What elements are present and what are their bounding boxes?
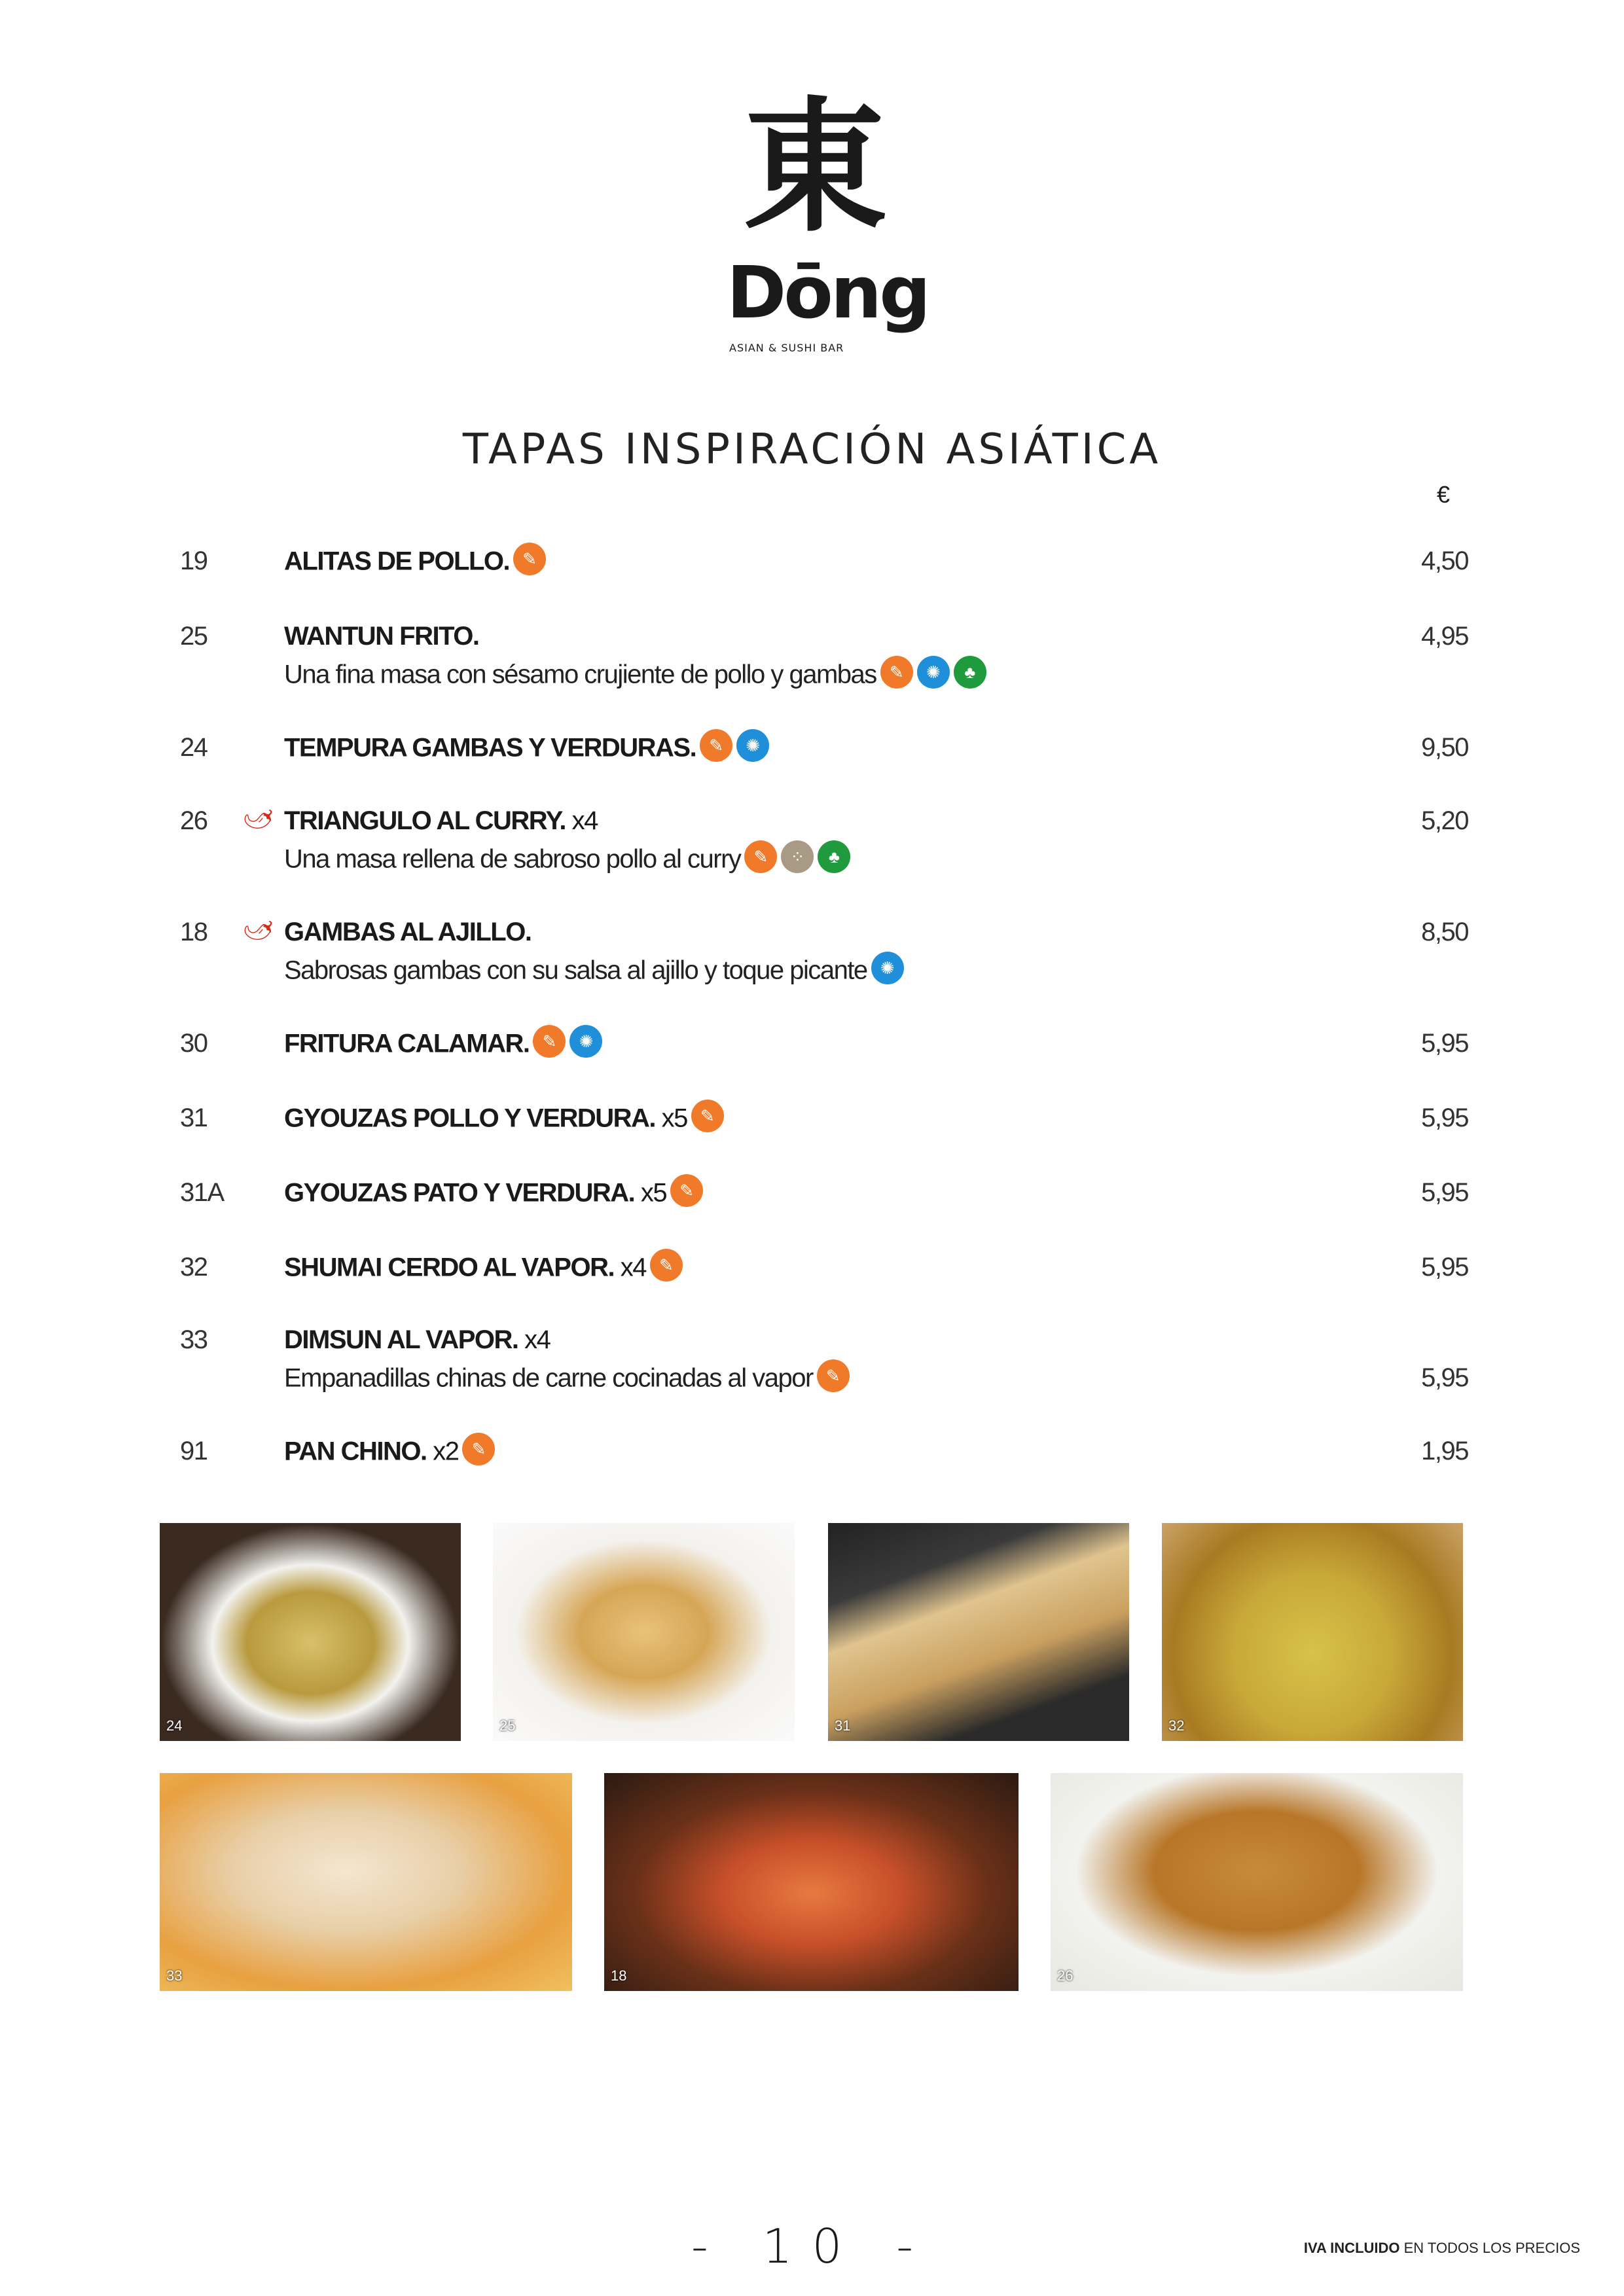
item-description xyxy=(284,844,850,877)
item-name xyxy=(284,1178,703,1211)
crustacean-allergen-icon: ✺ xyxy=(736,729,769,762)
item-description xyxy=(284,1363,850,1396)
item-price: 5,95 xyxy=(1421,1103,1468,1132)
item-description-text: Empanadillas chinas de carne cocinadas al vapor xyxy=(284,1363,813,1393)
gluten-allergen-icon: ✎ xyxy=(533,1025,566,1058)
item-name xyxy=(284,622,479,651)
item-number: 18 xyxy=(180,918,208,946)
dish-photo-dimsun xyxy=(160,1773,572,1991)
item-price: 5,95 xyxy=(1421,1178,1468,1207)
item-quantity: x4 xyxy=(518,1325,550,1354)
item-number: 31A xyxy=(180,1178,224,1207)
item-price: 8,50 xyxy=(1421,918,1468,946)
item-name xyxy=(284,918,531,947)
gluten-allergen-icon: ✎ xyxy=(462,1433,495,1465)
gluten-allergen-icon: ✎ xyxy=(513,543,546,575)
logo-name: Dōng xyxy=(727,251,928,334)
dish-photo-tempura xyxy=(160,1523,461,1741)
item-price: 5,20 xyxy=(1421,806,1468,835)
crustacean-allergen-icon: ✺ xyxy=(871,952,904,984)
item-title: GYOUZAS POLLO Y VERDURA. xyxy=(284,1103,656,1133)
logo-kanji: 東 xyxy=(742,82,887,251)
item-number: 25 xyxy=(180,622,208,651)
item-name xyxy=(284,1437,495,1469)
photo-label: 25 xyxy=(499,1717,516,1734)
photo-label: 32 xyxy=(1168,1717,1185,1734)
gluten-allergen-icon: ✎ xyxy=(817,1359,850,1392)
item-price: 9,50 xyxy=(1421,733,1468,762)
dish-photo-gyouzas xyxy=(828,1523,1129,1741)
nuts-allergen-icon: ⁘ xyxy=(781,840,814,873)
item-number: 30 xyxy=(180,1029,208,1058)
item-title: GYOUZAS PATO Y VERDURA. xyxy=(284,1178,635,1208)
item-quantity: x4 xyxy=(614,1253,646,1282)
tax-note xyxy=(1304,2240,1580,2257)
item-number: 91 xyxy=(180,1437,208,1465)
photo-label: 18 xyxy=(611,1967,627,1984)
item-title: TRIANGULO AL CURRY. xyxy=(284,806,566,835)
item-title: GAMBAS AL AJILLO. xyxy=(284,918,532,946)
gluten-allergen-icon: ✎ xyxy=(650,1249,683,1282)
dish-photo-gambas xyxy=(604,1773,1019,1991)
tax-note-bold: IVA INCLUIDO xyxy=(1303,2240,1400,2256)
section-title: TAPAS INSPIRACIÓN ASIÁTICA xyxy=(462,425,1162,474)
dish-photo-wantun xyxy=(493,1523,795,1741)
celery-allergen-icon: ♣ xyxy=(818,840,850,873)
item-description-text: Una fina masa con sésamo crujiente de pollo y gambas xyxy=(284,660,876,689)
item-price: 1,95 xyxy=(1421,1437,1468,1465)
item-number: 31 xyxy=(180,1103,208,1132)
photo-label: 31 xyxy=(835,1717,851,1734)
item-name xyxy=(284,1029,602,1062)
item-name xyxy=(284,1253,683,1285)
gluten-allergen-icon: ✎ xyxy=(691,1100,724,1132)
gluten-allergen-icon: ✎ xyxy=(880,656,913,689)
tax-note-text: EN TODOS LOS PRECIOS xyxy=(1399,2240,1580,2256)
item-name xyxy=(284,806,598,836)
item-number: 24 xyxy=(180,733,208,762)
item-price: 5,95 xyxy=(1421,1029,1468,1058)
restaurant-logo xyxy=(720,82,928,355)
item-title: ALITAS DE POLLO. xyxy=(284,547,510,576)
celery-allergen-icon: ♣ xyxy=(954,656,986,689)
logo-subtitle: ASIAN & SUSHI BAR xyxy=(729,342,844,354)
chili-icon: 🌶 xyxy=(239,798,278,836)
item-description xyxy=(284,956,904,988)
photo-label: 24 xyxy=(166,1717,183,1734)
crustacean-allergen-icon: ✺ xyxy=(917,656,950,689)
item-title: FRITURA CALAMAR. xyxy=(284,1029,530,1058)
item-description-text: Sabrosas gambas con su salsa al ajillo y toque picante xyxy=(284,956,867,985)
item-name xyxy=(284,547,546,579)
item-quantity: x5 xyxy=(634,1178,667,1208)
crustacean-allergen-icon: ✺ xyxy=(569,1025,602,1058)
item-number: 33 xyxy=(180,1325,208,1354)
item-price: 5,95 xyxy=(1421,1363,1468,1392)
page-number: - 10 - xyxy=(691,2219,933,2274)
item-name xyxy=(284,733,769,766)
item-number: 32 xyxy=(180,1253,208,1282)
item-title: SHUMAI CERDO AL VAPOR. xyxy=(284,1253,615,1282)
gluten-allergen-icon: ✎ xyxy=(700,729,732,762)
item-name xyxy=(284,1103,724,1136)
photo-label: 33 xyxy=(166,1967,183,1984)
gluten-allergen-icon: ✎ xyxy=(744,840,777,873)
item-title: TEMPURA GAMBAS Y VERDURAS. xyxy=(284,733,696,762)
photo-label: 26 xyxy=(1057,1967,1074,1984)
dish-photo-shumai xyxy=(1162,1523,1463,1741)
dish-photo-triangulo xyxy=(1051,1773,1463,1991)
item-number: 19 xyxy=(180,547,208,575)
gluten-allergen-icon: ✎ xyxy=(670,1174,703,1207)
item-title: WANTUN FRITO. xyxy=(284,622,479,651)
item-name xyxy=(284,1325,550,1355)
currency-label: € xyxy=(1437,481,1451,508)
item-quantity: x4 xyxy=(566,806,598,835)
item-price: 4,95 xyxy=(1421,622,1468,651)
item-number: 26 xyxy=(180,806,208,835)
item-quantity: x5 xyxy=(655,1103,687,1133)
item-title: PAN CHINO. xyxy=(284,1437,427,1466)
item-description-text: Una masa rellena de sabroso pollo al curry xyxy=(284,844,741,874)
item-description xyxy=(284,660,986,692)
item-price: 4,50 xyxy=(1421,547,1468,575)
chili-icon: 🌶 xyxy=(239,910,278,947)
item-price: 5,95 xyxy=(1421,1253,1468,1282)
item-quantity: x2 xyxy=(426,1437,459,1466)
item-title: DIMSUN AL VAPOR. xyxy=(284,1325,518,1354)
